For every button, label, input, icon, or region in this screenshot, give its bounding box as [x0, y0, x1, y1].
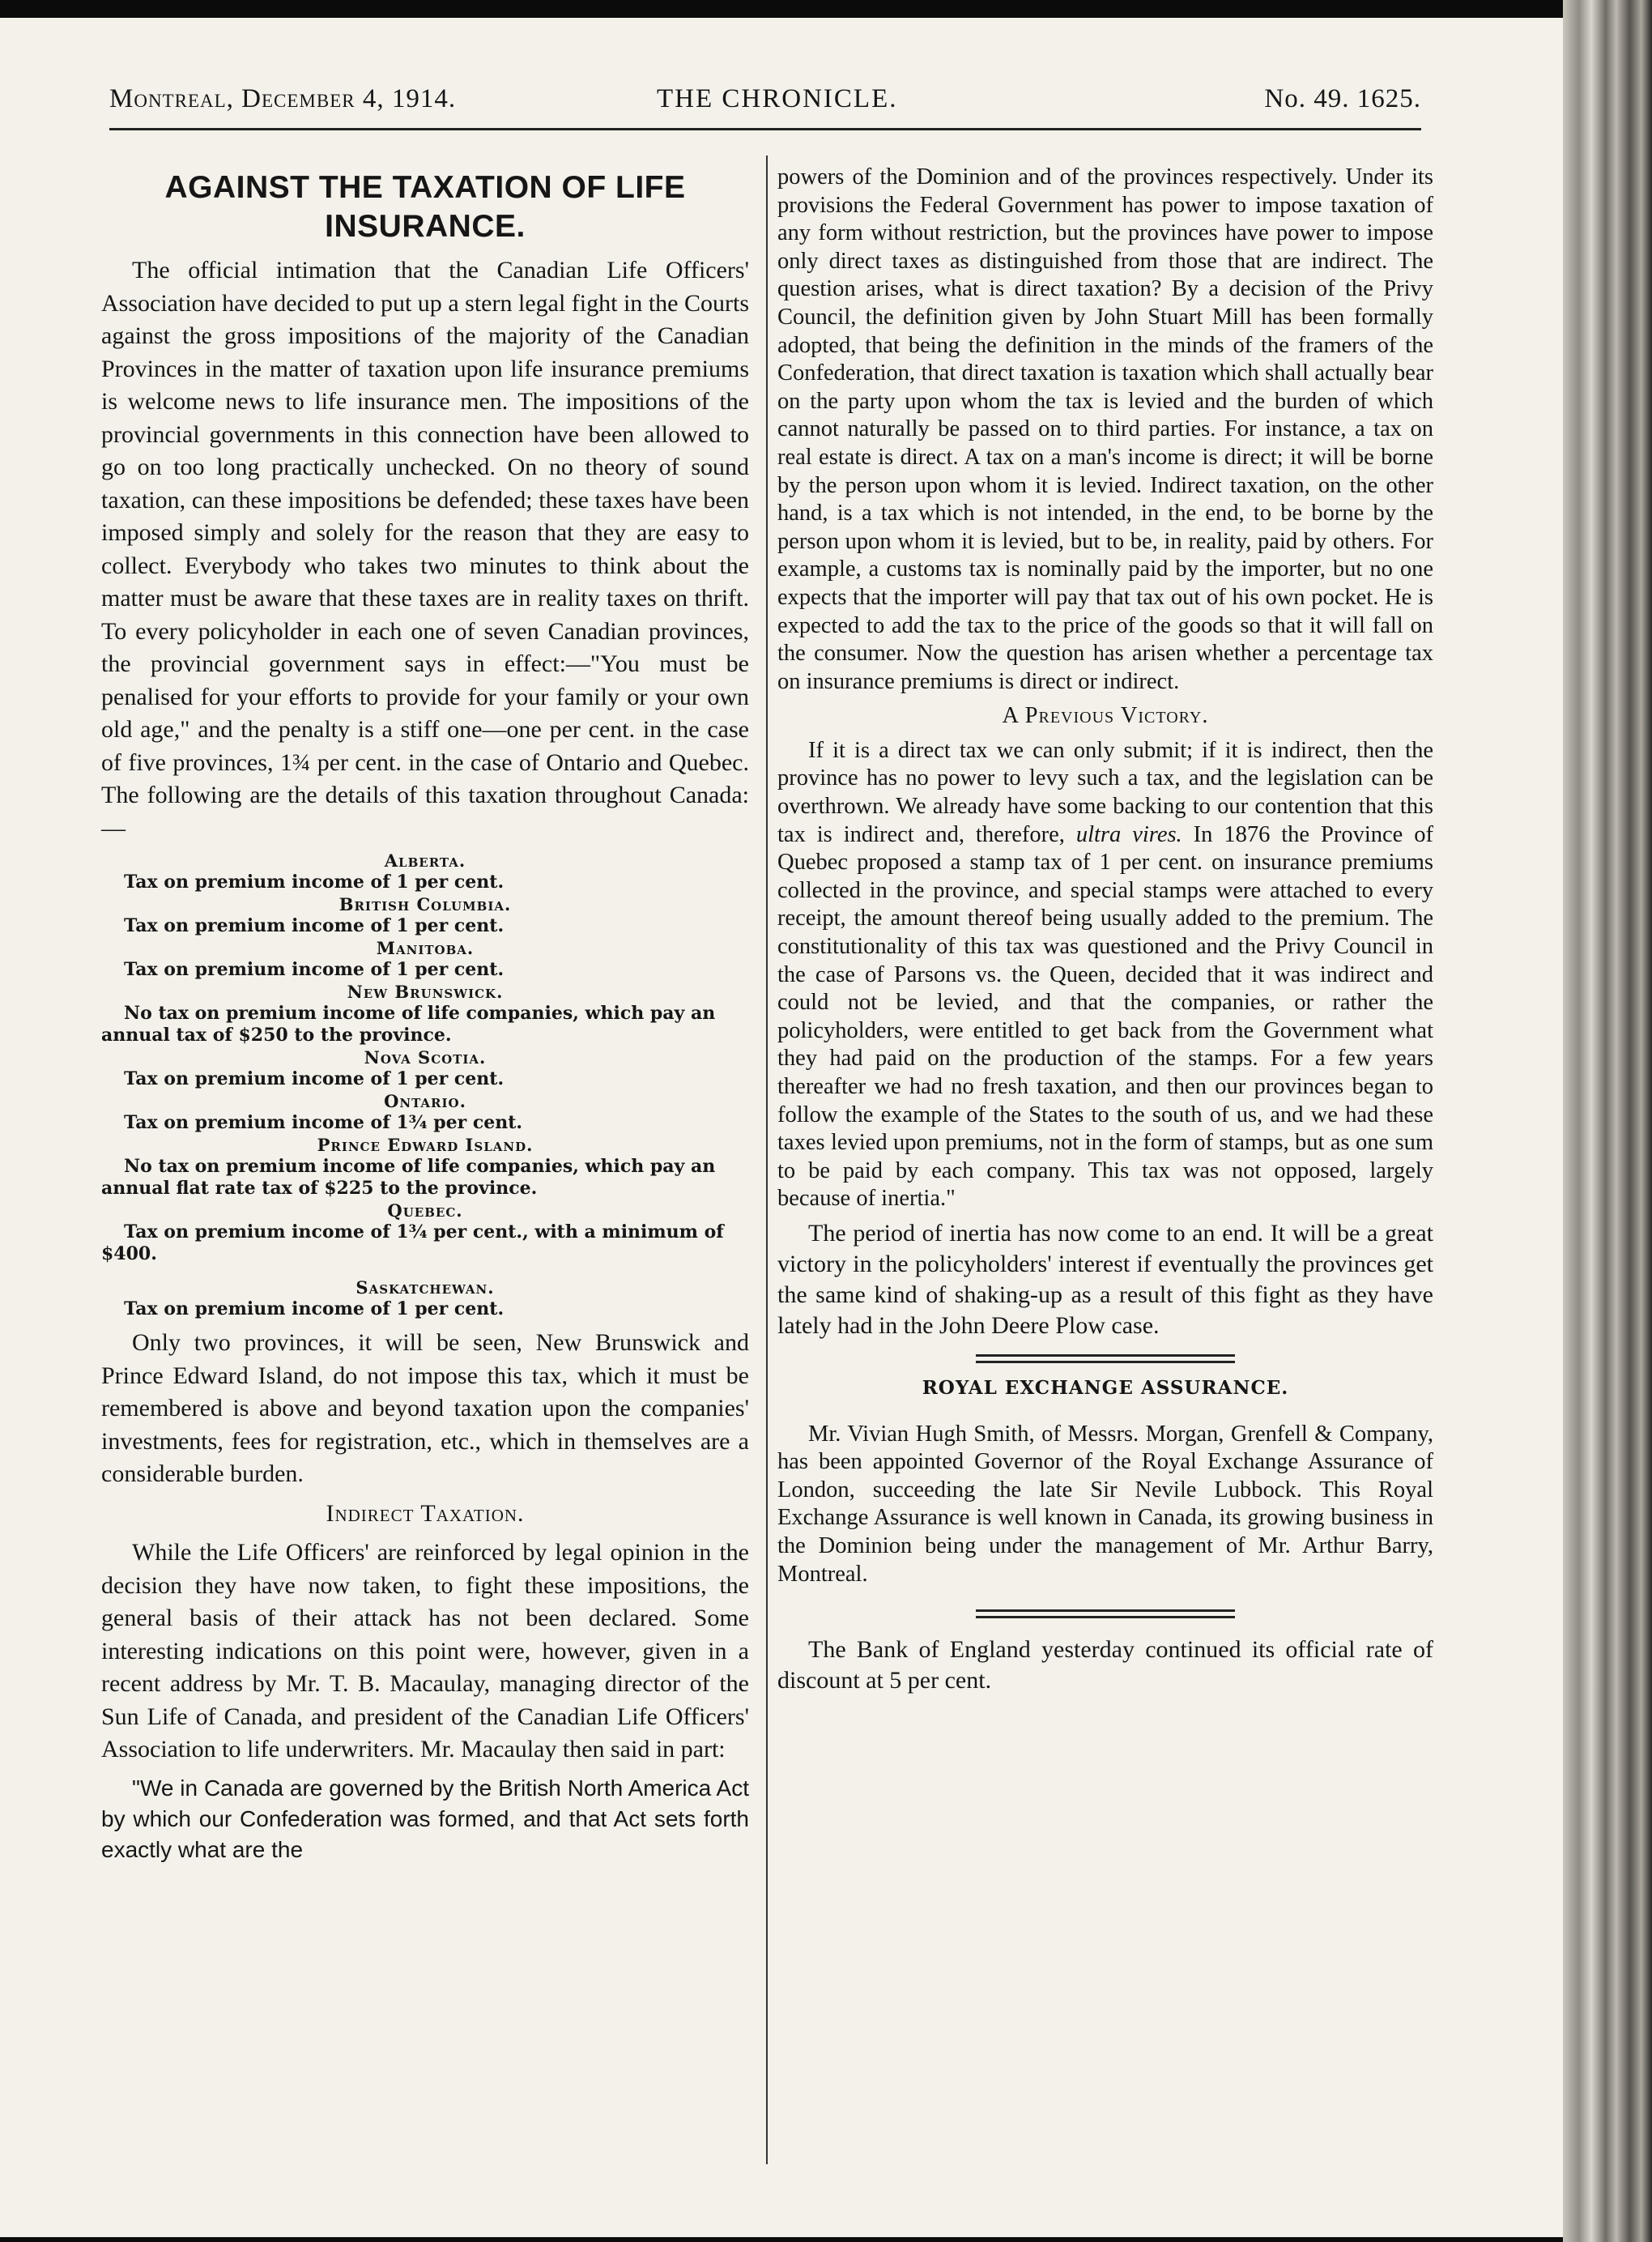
newspaper-page: [0, 18, 1571, 2237]
article-paragraph: Only two provinces, it will be seen, New Brunswick and Prince Edward Island, do not impose this tax, which it must be remembered is above and beyond taxation upon the companies' investments, fees for registration, etc., which in themselves are a considerable burden.: [101, 1329, 749, 1487]
header-rule: [109, 128, 1421, 130]
province-rule: Tax on premium income of 1¾ per cent., with a minimum of $400.: [101, 1221, 724, 1264]
subheading-indirect-taxation: Indirect Taxation.: [326, 1499, 525, 1527]
province-rule: No tax on premium income of life companies, which pay an annual tax of $250 to the province.: [101, 1003, 716, 1046]
province-name: Nova Scotia.: [364, 1047, 487, 1068]
province-rule: Tax on premium income of 1 per cent.: [124, 1298, 505, 1319]
section-separator: [976, 1354, 1235, 1363]
section-separator: [976, 1609, 1235, 1618]
bank-of-england-note: The Bank of England yesterday continued its official rate of discount at 5 per cent.: [777, 1636, 1433, 1694]
right-column: [777, 164, 1433, 1696]
paragraph-text: If it is a direct tax we can only submit; if it is indirect, then the province has no power to levy such a tax, and the legislation can be overthrown. We already have some backing to our contention that this tax is indirect and, therefore,: [777, 737, 1433, 847]
italic-term: ultra vires.: [1075, 821, 1182, 847]
province-tax-list: [101, 850, 749, 1320]
royal-exchange-body: Mr. Vivian Hugh Smith, of Messrs. Morgan, Grenfell & Company, has been appointed Governor of the Royal Exchange Assurance of London, succeeding the late Sir Nevile Lubbock. This Royal Exchange Assurance is well known in Canada, its growing business in the Dominion being under the management of Mr. Arthur Barry, Montreal.: [777, 1421, 1433, 1587]
province-name: New Brunswick.: [347, 982, 504, 1002]
header-dateline: Montreal, December 4, 1914.: [109, 84, 457, 113]
royal-exchange-heading: ROYAL EXCHANGE ASSURANCE.: [922, 1376, 1289, 1399]
article-intro: The official intimation that the Canadian Life Officers' Association have decided to put up a stern legal fight in the Courts against the gross impositions of the majority of the Canadian Provinces in the matter of taxation upon life insurance premiums is welcome news to life insurance men. The impositions of the provincial governments in this connection have been allowed to go on too long practically unchecked. On no theory of sound taxation, can these impositions be defended; these taxes have been imposed simply and solely for the reason that they are easy to collect. Everybody who takes two minutes to think about the matter must be aware that these taxes are in reality taxes on thrift. To every policyholder in each one of seven Canadian provinces, the provincial government says in effect:—"You must be penalised for your efforts to provide for your family or your own old age," and the penalty is a stiff one—one per cent. in the case of five provinces, 1¾ per cent. in the case of Ontario and Quebec. The following are the details of this taxation throughout Canada:—: [101, 257, 749, 842]
province-rule: Tax on premium income of 1 per cent.: [124, 872, 505, 893]
book-spine: [1563, 0, 1652, 2242]
province-name: British Columbia.: [338, 894, 512, 914]
province-rule: Tax on premium income of 1 per cent.: [124, 959, 505, 980]
province-rule: Tax on premium income of 1 per cent.: [124, 1068, 505, 1089]
province-name: Quebec.: [387, 1200, 463, 1221]
running-header: [109, 68, 1421, 125]
article-paragraph: [777, 737, 1433, 1213]
left-column: [101, 164, 749, 1865]
subheading-previous-victory: A Previous Victory.: [1002, 703, 1209, 729]
article-headline: AGAINST THE TAXATION OF LIFE INSURANCE.: [164, 170, 686, 244]
province-name: Alberta.: [384, 850, 466, 871]
province-rule: Tax on premium income of 1¾ per cent.: [124, 1112, 523, 1133]
header-issue-page: No. 49. 1625.: [1264, 84, 1421, 113]
article-paragraph: While the Life Officers' are reinforced by legal opinion in the decision they have now taken, to fight these impositions, the general basis of their attack has not been declared. Some interesting indications on this point were, however, given in a recent address by Mr. T. B. Macaulay, managing director of the Sun Life of Canada, and president of the Canadian Life Officers' Association to life underwriters. Mr. Macaulay then said in part:: [101, 1539, 749, 1762]
header-publication: THE CHRONICLE.: [657, 84, 898, 113]
province-name: Manitoba.: [376, 938, 475, 958]
province-name: Saskatchewan.: [356, 1277, 495, 1298]
quote-start: "We in Canada are governed by the British North America Act by which our Confederation was formed, and that Act sets forth exactly what are the: [101, 1775, 749, 1862]
column-divider: [766, 156, 768, 2164]
province-rule: No tax on premium income of life companies, which pay an annual flat rate tax of $225 to the province.: [101, 1156, 716, 1199]
province-name: Prince Edward Island.: [317, 1135, 534, 1155]
province-name: Ontario.: [384, 1091, 466, 1111]
paragraph-text: In 1876 the Province of Quebec proposed a stamp tax of 1 per cent. on insurance premiums collected in the province, and special stamps were attached to every receipt, the amount thereof being usually added to the premium. The constitutionality of this tax was questioned and the Privy Council in the case of Parsons vs. the Queen, decided that it was indirect and could not be levied, and that the companies, or rather the policyholders, were entitled to get back from the Government what they had paid on the production of the stamps. For a few years thereafter we had no fresh taxation, and then our provinces began to follow the example of the States to the south of us, and we had these taxes levied upon premiums, not in the form of stamps, but as one sum to be paid by each company. This tax was not opposed, largely because of inertia.": [777, 821, 1434, 1212]
quote-continuation: powers of the Dominion and of the provinces respectively. Under its provisions the Federal Government has power to impose taxation of any form without restriction, but the provinces have power to impose only direct taxes as distinguished from those that are indirect. The question arises, what is direct taxation? By a decision of the Privy Council, the definition given by John Stuart Mill has been formally adopted, that being the definition in the minds of the framers of the Confederation, that direct taxation is taxation which shall actually bear on the party upon whom the tax is levied and the burden of which cannot naturally be passed on to third parties. For instance, a tax on real estate is direct. A tax on a man's income is direct; it will be borne by the person upon whom it is levied. Indirect taxation, on the other hand, is a tax which is not intended, in the end, to be borne by the person upon whom it is levied, but to be, in reality, paid by others. For example, a customs tax is nominally paid by the importer, but no one expects that the importer will pay that tax out of his own pocket. He is expected to add the tax to the price of the goods so that it will fall on the consumer. Now the question has arisen whether a percentage tax on insurance premiums is direct or indirect.: [777, 164, 1433, 694]
article-paragraph: The period of inertia has now come to an end. It will be a great victory in the policyholders' interest if eventually the provinces get the same kind of shaking-up as a result of this fight as they have lately had in the John Deere Plow case.: [777, 1219, 1433, 1339]
province-rule: Tax on premium income of 1 per cent.: [124, 915, 505, 936]
